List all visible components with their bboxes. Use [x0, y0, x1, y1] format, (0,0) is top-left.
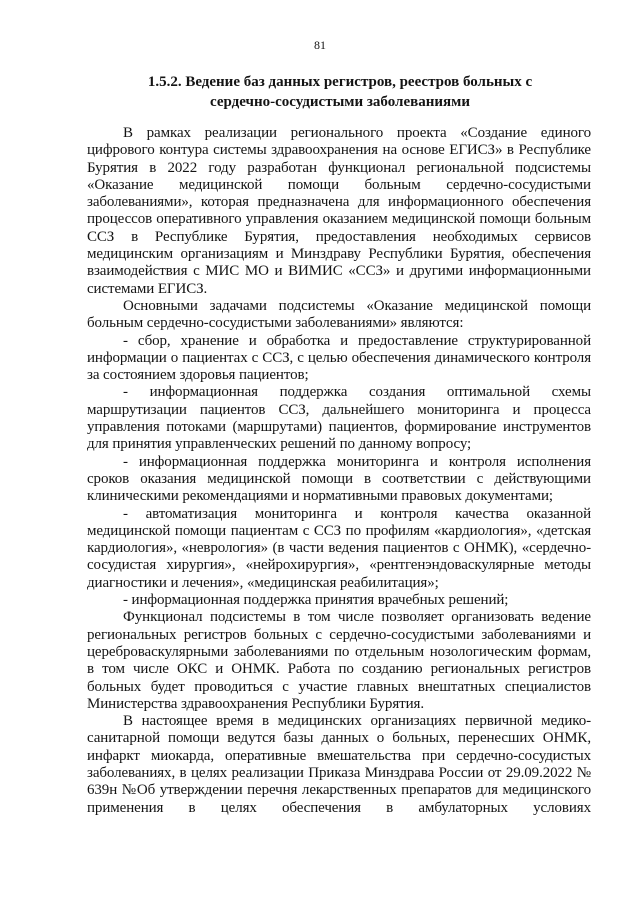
paragraph-tasks-intro: Основными задачами подсистемы «Оказание медицинской помощи больным сердечно-сосудистыми заболеваниями» являются:: [87, 297, 591, 332]
section-heading-line-2: сердечно-сосудистыми заболеваниями: [210, 94, 470, 110]
list-item-quality-control: - автоматизация мониторинга и контроля качества оказанной медицинской помощи пациентам с ССЗ по профилям «кардиология», «детская кардиология», «неврология» (в части ведения пациентов с ОНМК), «сердечно-сосудистая хирургия», «нейрохирургия», «рентгенэндоваскулярные методы диагностики и лечения», «медицинская реабилитация»;: [87, 505, 591, 591]
section-heading-line-1: 1.5.2. Ведение баз данных регистров, реестров больных с: [147, 74, 533, 90]
page-number: 81: [314, 38, 326, 52]
list-item-deadline-monitoring: - информационная поддержка мониторинга и контроля исполнения сроков оказания медицинской помощи в соответствии с действующими клиническими рекомендациями и нормативными правовых документами;: [87, 453, 591, 505]
document-body: [87, 125, 591, 817]
list-item-routing-support: - информационная поддержка создания оптимальной схемы маршрутизации пациентов ССЗ, дальнейшего мониторинга и процесса управления потоками (маршрутами) пациентов, формирование инструментов для принятия управленческих решений по данному вопросу;: [87, 384, 591, 453]
paragraph-registers: Функционал подсистемы в том числе позволяет организовать ведение региональных регистров больных с сердечно-сосудистыми заболеваниями и цереброваскулярными заболеваниями по отдельным нозологическим формам, в том числе ОКС и ОНМК. Работа по созданию региональных регистров больных будет проводиться с участие главных внештатных специалистов Министерства здравоохранения Республики Бурятия.: [87, 609, 591, 712]
paragraph-databases: В настоящее время в медицинских организациях первичной медико-санитарной помощи ведутся базы данных о больных, перенесших ОНМК, инфаркт миокарда, оперативные вмешательства при сердечно-сосудистых заболеваниях, в целях реализации Приказа Минздрава России от 29.09.2022 № 639н №Об утверждении перечня лекарственных препаратов для медицинского применения в целях обеспечения в амбулаторных условиях: [87, 713, 591, 816]
paragraph-intro: В рамках реализации регионального проекта «Создание единого цифрового контура системы здравоохранения на основе ЕГИСЗ» в Республике Бурятия в 2022 году разработан функционал региональной подсистемы «Оказание медицинской помощи больным сердечно-сосудистыми заболеваниями», которая предназначена для информационного обеспечения процессов оперативного управления оказанием медицинской помощи больным ССЗ в Республике Бурятия, предоставления необходимых сервисов медицинским организациям и Минздраву Республики Бурятия, обеспечения взаимодействия с МИС МО и ВИМИС «ССЗ» и другими информационными системами ЕГИСЗ.: [87, 125, 591, 297]
section-heading: [90, 72, 590, 112]
list-item-decision-support: - информационная поддержка принятия врачебных решений;: [123, 592, 509, 609]
list-item-data-collection: - сбор, хранение и обработка и предоставление структурированной информации о пациентах с ССЗ, с целью обеспечения динамического контроля за состоянием здоровья пациентов;: [87, 332, 591, 384]
